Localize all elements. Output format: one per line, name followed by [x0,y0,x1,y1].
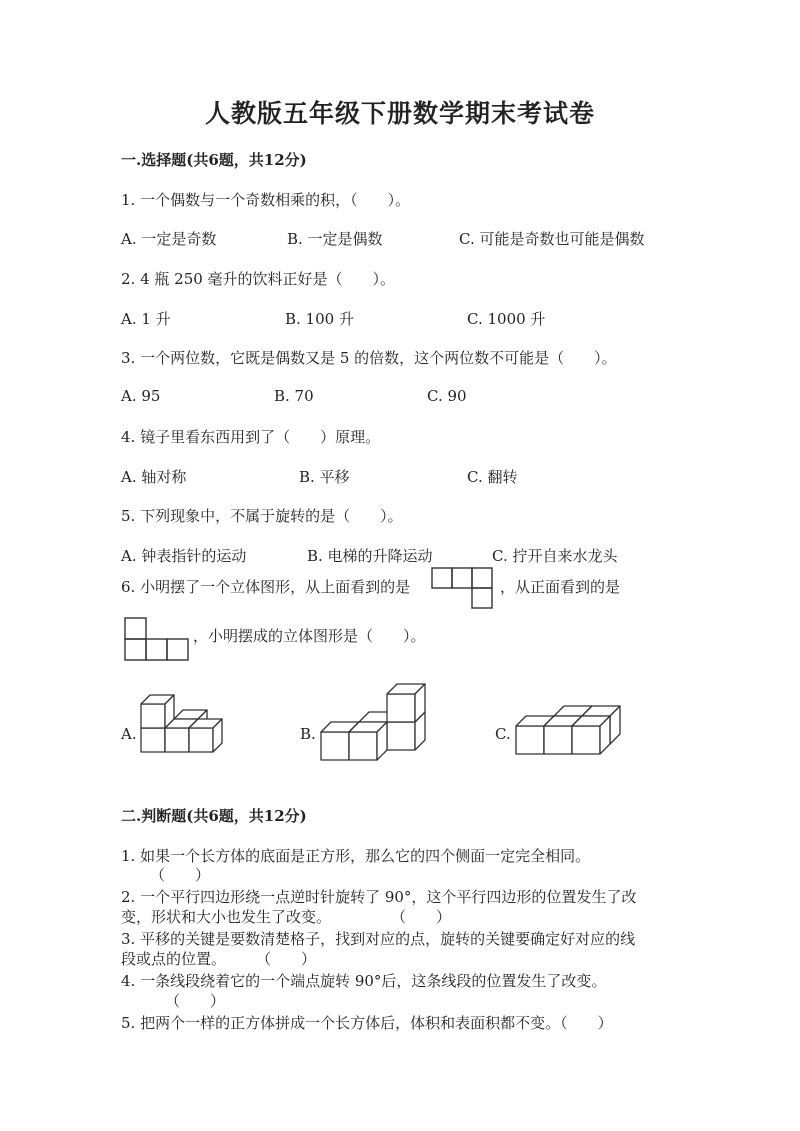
question-6-option-a: A. [121,725,137,743]
judgement-3-line2: 段或点的位置。 （ ） [121,950,317,968]
question-2-stem: 2. 4 瓶 250 毫升的饮料正好是（ ）。 [121,270,396,288]
top-view-figure [431,567,495,611]
question-5-option-b: B. 电梯的升降运动 [307,547,433,565]
judgement-5-line1: 5. 把两个一样的正方体拼成一个长方体后，体积和表面积都不变。（ ） [121,1014,613,1032]
page-title: 人教版五年级下册数学期末考试卷 [204,99,595,128]
question-6-stem-part2: ，从正面看到的是 [500,578,621,596]
question-3-option-c: C. 90 [427,387,467,405]
unit-cube [189,719,222,752]
judgement-1-line1: 1. 如果一个长方体的底面是正方形，那么它的四个侧面一定完全相同。 [121,847,591,865]
question-6-stem-part1: 6. 小明摆了一个立体图形，从上面看到的是 [121,578,411,596]
question-3-option-b: B. 70 [274,387,314,405]
question-6-stem-part3: ，小明摆成的立体图形是（ ）。 [193,627,426,645]
section-heading-judgement: 二.判断题(共6题，共12分) [121,807,307,825]
unit-cube [387,684,425,722]
option-c-solid-figure [512,708,622,764]
question-4-option-a: A. 轴对称 [121,468,187,486]
question-4-stem: 4. 镜子里看东西用到了（ ）原理。 [121,428,381,446]
question-6-option-c: C. [495,725,511,743]
question-1-stem: 1. 一个偶数与一个奇数相乘的积，（ ）。 [121,191,411,209]
question-5-option-c: C. 拧开自来水龙头 [492,547,618,565]
question-4-option-b: B. 平移 [299,468,350,486]
question-2-option-a: A. 1 升 [121,310,171,328]
section-heading-choice: 一.选择题(共6题，共12分) [121,151,307,169]
option-a-solid-figure [135,690,235,760]
question-1-option-c: C. 可能是奇数也可能是偶数 [459,230,645,248]
judgement-4-answer-blank: （ ） [165,992,226,1010]
judgement-4-line1: 4. 一条线段绕着它的一个端点旋转 90°后，这条线段的位置发生了改变。 [121,972,607,990]
question-2-option-b: B. 100 升 [285,310,354,328]
judgement-3-line1: 3. 平移的关键是要数清楚格子，找到对应的点，旋转的关键要确定好对应的线 [121,930,636,948]
option-b-solid-figure [315,684,425,764]
judgement-2-line1: 2. 一个平行四边形绕一点逆时针旋转了 90°，这个平行四边形的位置发生了改 [121,888,637,906]
unit-cube [349,722,387,760]
question-4-option-c: C. 翻转 [467,468,518,486]
unit-cube [572,716,610,754]
question-5-stem: 5. 下列现象中，不属于旋转的是（ ）。 [121,507,403,525]
judgement-1-answer-blank: （ ） [150,866,211,884]
question-6-option-b: B. [300,725,316,743]
question-3-stem: 3. 一个两位数，它既是偶数又是 5 的倍数，这个两位数不可能是（ ）。 [121,349,617,367]
unit-cube [141,695,174,728]
question-1-option-a: A. 一定是奇数 [121,230,217,248]
question-3-option-a: A. 95 [121,387,161,405]
question-5-option-a: A. 钟表指针的运动 [121,547,247,565]
question-2-option-c: C. 1000 升 [467,310,546,328]
question-1-option-b: B. 一定是偶数 [287,230,383,248]
front-view-figure [124,617,190,661]
judgement-2-line2: 变，形状和大小也发生了改变。 （ ） [121,908,452,926]
